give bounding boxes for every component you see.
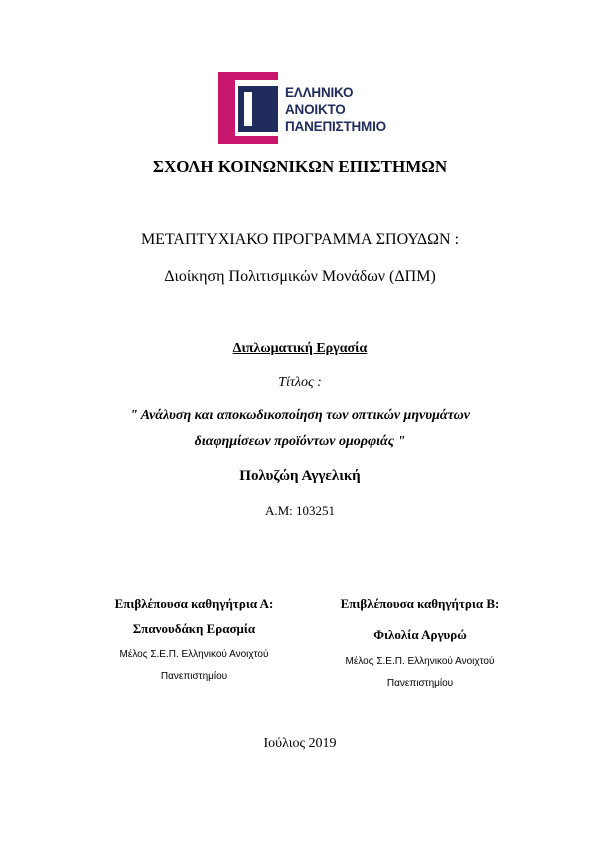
- thesis-title-line-1: " Ανάλυση και αποκωδικοποίηση των οπτικών μηνυμάτων: [130, 408, 470, 423]
- title-label: Τίτλος :: [278, 375, 322, 390]
- thesis-title-line-2: διαφημίσεων προϊόντων ομορφιάς ": [194, 434, 406, 449]
- supervisor-b-affiliation-2: Πανεπιστημίου: [386, 678, 454, 689]
- logo-line-2: ΑΝΟΙΚΤΟ: [285, 102, 346, 117]
- supervisor-b-heading: Επιβλέπουσα καθηγήτρια Β:: [340, 596, 500, 611]
- school-title: ΣΧΟΛΗ ΚΟΙΝΩΝΙΚΩΝ ΕΠΙΣΤΗΜΩΝ: [152, 157, 448, 176]
- supervisor-a-affiliation-2: Πανεπιστημίου: [160, 671, 228, 682]
- supervisor-a-heading: Επιβλέπουσα καθηγήτρια Α:: [114, 596, 274, 611]
- student-id: Α.Μ: 103251: [264, 503, 336, 518]
- author-name: Πολυζώη Αγγελική: [239, 468, 361, 484]
- thesis-label: Διπλωματική Εργασία: [232, 341, 368, 356]
- logo-line-3: ΠΑΝΕΠΙΣΤΗΜΙΟ: [285, 119, 386, 134]
- supervisor-a-name: Σπανουδάκη Ερασμία: [132, 621, 256, 636]
- program-name: Διοίκηση Πολιτισμικών Μονάδων (ΔΠΜ): [164, 268, 436, 285]
- supervisor-b: [270, 596, 570, 695]
- supervisor-b-affiliation-1: Μέλος Σ.Ε.Π. Ελληνικού Ανοιχτού: [345, 656, 495, 667]
- logo-line-1: ΕΛΛΗΝΙΚΟ: [285, 85, 354, 100]
- submission-date: Ιούλιος 2019: [263, 736, 337, 751]
- program-label: ΜΕΤΑΠΤΥΧΙΑΚΟ ΠΡΟΓΡΑΜΜΑ ΣΠΟΥΔΩΝ :: [140, 231, 460, 248]
- logo-mark-icon: [218, 72, 284, 144]
- supervisor-a-affiliation-1: Μέλος Σ.Ε.Π. Ελληνικού Ανοιχτού: [119, 649, 269, 660]
- logo-text: [285, 84, 386, 135]
- supervisor-b-name: Φιλολία Αργυρώ: [373, 627, 467, 642]
- university-logo: [218, 72, 408, 144]
